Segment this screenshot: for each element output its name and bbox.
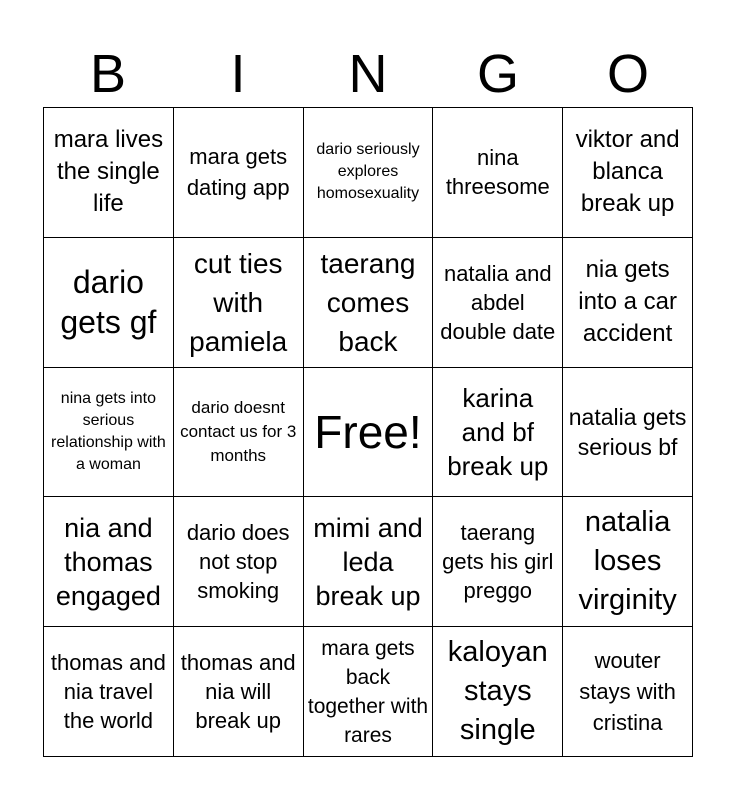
bingo-cell[interactable]: mara gets back together with rares	[304, 627, 434, 757]
bingo-cell[interactable]: dario gets gf	[44, 238, 174, 368]
bingo-cell[interactable]: thomas and nia travel the world	[44, 627, 174, 757]
bingo-cell[interactable]: kaloyan stays single	[433, 627, 563, 757]
bingo-cell[interactable]: cut ties with pamiela	[174, 238, 304, 368]
header-letter-g: G	[476, 44, 519, 104]
header-letter-n: N	[348, 44, 388, 104]
bingo-cell[interactable]: dario seriously explores homosexuality	[304, 108, 434, 238]
header-letter-o: O	[606, 44, 649, 104]
bingo-cell[interactable]: dario does not stop smoking	[174, 497, 304, 627]
bingo-cell[interactable]: nina threesome	[433, 108, 563, 238]
bingo-cell[interactable]: natalia gets serious bf	[563, 368, 693, 498]
bingo-cell[interactable]: taerang comes back	[304, 238, 434, 368]
bingo-cell[interactable]: wouter stays with cristina	[563, 627, 693, 757]
bingo-cell[interactable]: karina and bf break up	[433, 368, 563, 498]
bingo-cell[interactable]: thomas and nia will break up	[174, 627, 304, 757]
bingo-cell[interactable]: nia gets into a car accident	[563, 238, 693, 368]
bingo-header	[43, 40, 693, 108]
header-letter-i: I	[230, 44, 246, 104]
bingo-cell[interactable]: dario doesnt contact us for 3 months	[174, 368, 304, 498]
bingo-cell[interactable]: nina gets into serious relationship with a woman	[44, 368, 174, 498]
bingo-cell[interactable]: natalia and abdel double date	[433, 238, 563, 368]
bingo-cell[interactable]: nia and thomas engaged	[44, 497, 174, 627]
bingo-cell[interactable]: mimi and leda break up	[304, 497, 434, 627]
bingo-card-grid	[43, 107, 693, 757]
bingo-cell[interactable]: viktor and blanca break up	[563, 108, 693, 238]
bingo-cell[interactable]: mara gets dating app	[174, 108, 304, 238]
bingo-cell[interactable]: natalia loses virginity	[563, 497, 693, 627]
bingo-cell[interactable]: mara lives the single life	[44, 108, 174, 238]
bingo-cell[interactable]: taerang gets his girl preggo	[433, 497, 563, 627]
free-space[interactable]: Free!	[304, 368, 434, 498]
header-letter-b: B	[89, 44, 127, 104]
